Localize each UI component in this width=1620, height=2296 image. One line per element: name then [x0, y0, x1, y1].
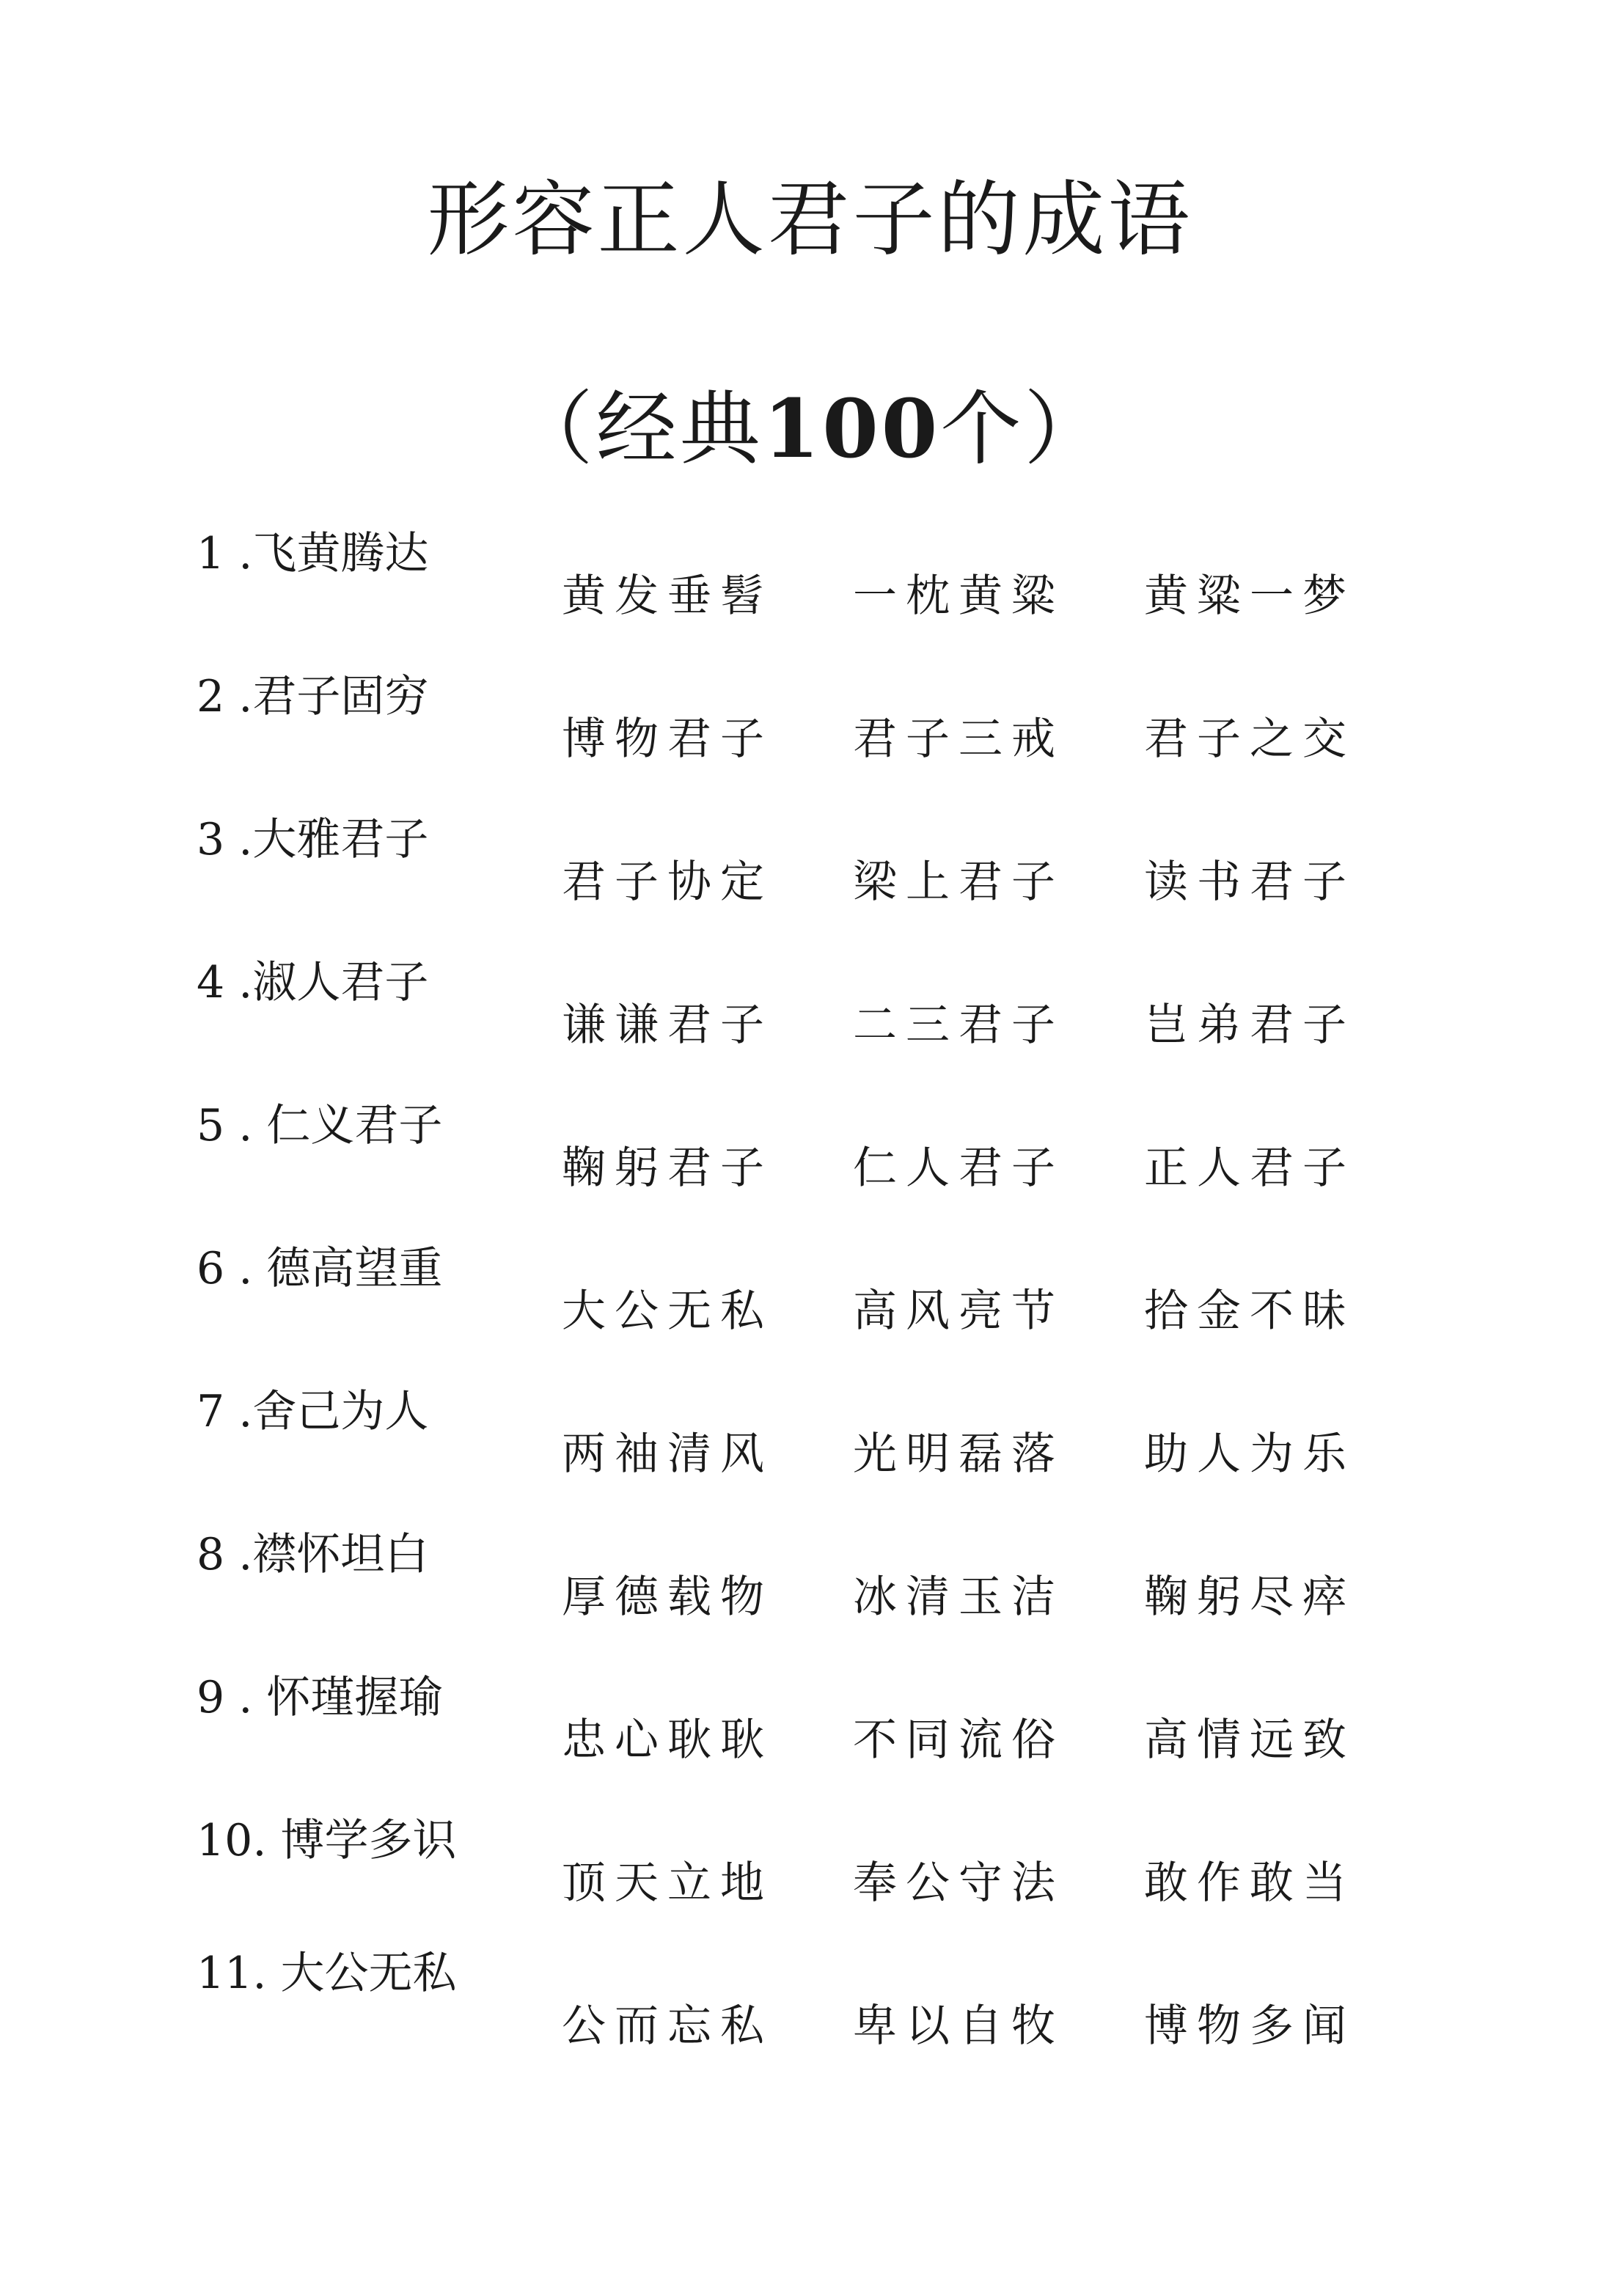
idiom-cell: 敢作敢当: [1144, 1857, 1355, 1909]
row-lead: 8 .襟怀坦白: [197, 1529, 429, 1580]
idiom-cell: 鞠躬尽瘁: [1144, 1571, 1355, 1623]
subtitle-open: （经典: [512, 382, 763, 476]
idiom-row: [0, 667, 1620, 807]
idiom-cell: 高情远致: [1144, 1714, 1355, 1766]
subtitle-number: 100: [763, 381, 941, 476]
idiom-cell: 拾金不昧: [1144, 1285, 1355, 1337]
row-lead: 2 .君子固穷: [197, 671, 429, 722]
idiom-cell: 大公无私: [562, 1285, 773, 1337]
idiom-cell: 光明磊落: [853, 1428, 1064, 1480]
idiom-cell: 梁上君子: [853, 857, 1064, 908]
idiom-row: [0, 1096, 1620, 1236]
idiom-cell: 谦谦君子: [562, 1000, 773, 1051]
document-title: 形容正人君子的成语: [427, 172, 1193, 268]
idiom-row: [0, 524, 1620, 664]
row-lead: 5 . 仁义君子: [197, 1100, 443, 1151]
idiom-cell: 奉公守法: [853, 1857, 1064, 1909]
idiom-row: [0, 1525, 1620, 1665]
idiom-row: [0, 1668, 1620, 1808]
idiom-cell: 鞠躬君子: [562, 1143, 773, 1194]
idiom-cell: 卑以自牧: [853, 2000, 1064, 2052]
row-lead: 7 .舍己为人: [197, 1386, 429, 1437]
row-lead: 1 .飞黄腾达: [197, 528, 429, 579]
idiom-cell: 一枕黄粱: [853, 571, 1064, 622]
idiom-cell: 岂弟君子: [1144, 1000, 1355, 1051]
idiom-cell: 两袖清风: [562, 1428, 773, 1480]
idiom-cell: 助人为乐: [1144, 1428, 1355, 1480]
idiom-row: [0, 1811, 1620, 1951]
idiom-cell: 读书君子: [1144, 857, 1355, 908]
idiom-cell: 二三君子: [853, 1000, 1064, 1051]
idiom-cell: 仁人君子: [853, 1143, 1064, 1194]
idiom-cell: 君子协定: [562, 857, 773, 908]
idiom-cell: 忠心耿耿: [562, 1714, 773, 1766]
row-lead: 3 .大雅君子: [197, 814, 429, 865]
idiom-row: [0, 1382, 1620, 1522]
row-lead: 10. 博学多识: [197, 1815, 457, 1866]
idiom-cell: 博物君子: [562, 714, 773, 765]
idiom-cell: 高风亮节: [853, 1285, 1064, 1337]
row-lead-clipped: [197, 1948, 534, 1999]
subtitle-close: 个）: [940, 382, 1108, 476]
idiom-cell: 冰清玉洁: [853, 1571, 1064, 1623]
idiom-cell: 君子三戒: [853, 714, 1064, 765]
row-lead: 9 . 怀瑾握瑜: [197, 1672, 443, 1723]
idiom-cell: 不同流俗: [853, 1714, 1064, 1766]
idiom-cell: 君子之交: [1144, 714, 1355, 765]
row-lead: 11. 大公无私: [197, 1948, 457, 1999]
idiom-row: [0, 1948, 1620, 2094]
idiom-row: [0, 953, 1620, 1093]
idiom-row: [0, 810, 1620, 950]
idiom-row: [0, 1239, 1620, 1379]
idiom-cell: 黄发垂髫: [562, 571, 773, 622]
idiom-cell: 博物多闻: [1144, 2000, 1355, 2052]
document-subtitle: [0, 378, 1620, 480]
idiom-cell: 正人君子: [1144, 1143, 1355, 1194]
idiom-cell: 黄粱一梦: [1144, 571, 1355, 622]
idiom-cell: 公而忘私: [562, 2000, 773, 2052]
row-lead: 4 .淑人君子: [197, 957, 429, 1008]
row-lead: 6 . 德高望重: [197, 1243, 443, 1294]
idiom-cell: 厚德载物: [562, 1571, 773, 1623]
idiom-cell: 顶天立地: [562, 1857, 773, 1909]
